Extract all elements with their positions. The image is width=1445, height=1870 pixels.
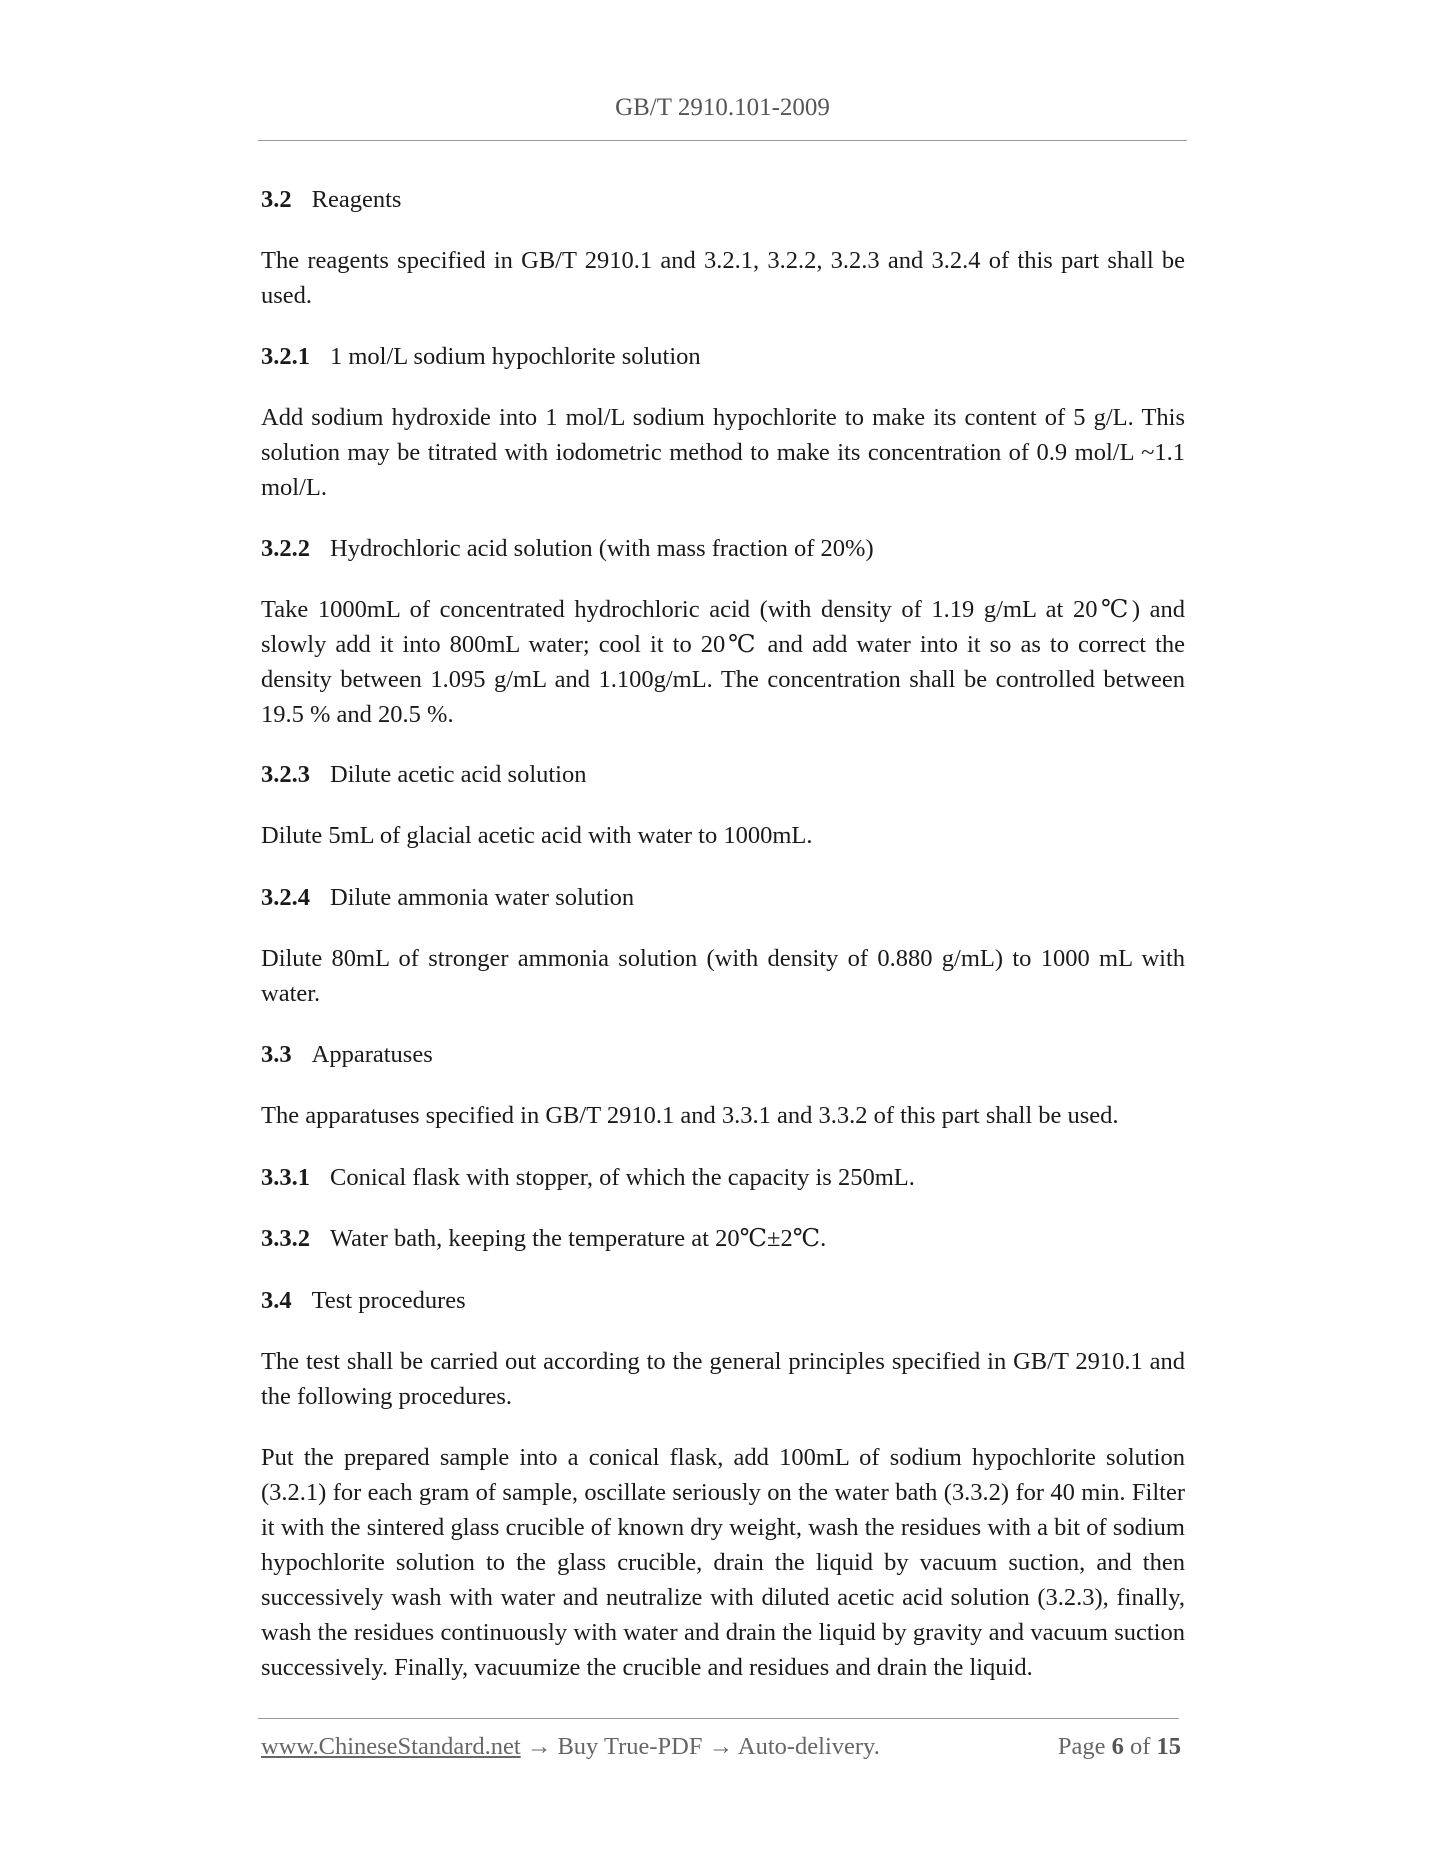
heading-3-3-2 [261,1221,1185,1256]
heading-3-2-4 [261,880,1185,915]
arrow-right-icon: → [708,1733,734,1760]
heading-3-3-1 [261,1160,1185,1195]
page-indicator [1058,1733,1181,1761]
paragraph-3-2: The reagents specified in GB/T 2910.1 and 3.2.1, 3.2.2, 3.2.3 and 3.2.4 of this part shall be used. [261,247,1185,309]
section-title: Dilute acetic acid solution [330,761,587,788]
section-number: 3.2.3 [261,761,310,788]
heading-3-2-1 [261,339,1185,374]
section-title: 1 mol/L sodium hypochlorite solution [330,343,701,370]
document-code: GB/T 2910.101-2009 [615,94,830,121]
section-number: 3.2.2 [261,535,310,562]
section-title: Apparatuses [311,1041,433,1068]
paragraph-3-4-procedure: Put the prepared sample into a conical flask, add 100mL of sodium hypochlorite solution (3.2.1) for each gram of sample, oscillate seriously on the water bath (3.3.2) for 40 min. Filter it with the sintered glass crucible of known dry weight, wash the residues with a bit of sodium hypochlorite solution to the glass crucible, drain the liquid by vacuum suction, and then successively wash with water and neutralize with diluted acetic acid solution (3.2.3), finally, wash the residues continuously with water and drain the liquid by gravity and vacuum suction successively. Finally, vacuumize the crucible and residues and drain the liquid. [261,1444,1185,1681]
section-title: Test procedures [311,1287,466,1314]
paragraph-3-2-2: Take 1000mL of concentrated hydrochloric acid (with density of 1.19 g/mL at 20℃) and slowly add it into 800mL water; cool it to 20℃ and add water into it so as to correct the density between 1.095 g/mL and 1.100g/mL. The concentration shall be controlled between 19.5 % and 20.5 %. [261,596,1185,728]
section-title: Dilute ammonia water solution [330,884,635,911]
section-number: 3.3 [261,1041,292,1068]
paragraph-3-2-1: Add sodium hydroxide into 1 mol/L sodium hypochlorite to make its content of 5 g/L. This solution may be titrated with iodometric method to make its concentration of 0.9 mol/L ~1.1 mol/L. [261,404,1185,501]
footer-rule [258,1718,1179,1719]
section-number: 3.3.2 [261,1225,310,1252]
auto-delivery-text: Auto-delivery. [737,1733,880,1760]
page-footer [261,1733,1181,1761]
page-number: 6 [1111,1733,1124,1760]
section-number: 3.2 [261,186,292,213]
heading-3-2 [261,182,1185,217]
buy-true-pdf-text: Buy True-PDF [557,1733,703,1760]
page-total: 15 [1156,1733,1181,1760]
section-title: Conical flask with stopper, of which the capacity is 250mL. [330,1164,915,1191]
heading-3-3 [261,1037,1185,1072]
heading-3-4 [261,1283,1185,1318]
paragraph-3-4-intro: The test shall be carried out according to the general principles specified in GB/T 2910.1 and the following procedures. [261,1348,1185,1410]
page-word: Page [1057,1733,1106,1760]
paragraph-3-2-4: Dilute 80mL of stronger ammonia solution (with density of 0.880 g/mL) to 1000 mL with water. [261,945,1185,1007]
paragraph-3-3: The apparatuses specified in GB/T 2910.1 and 3.3.1 and 3.3.2 of this part shall be used. [261,1102,1119,1129]
section-number: 3.3.1 [261,1164,310,1191]
of-word: of [1129,1733,1151,1760]
section-title: Reagents [311,186,402,213]
section-title: Hydrochloric acid solution (with mass fraction of 20%) [330,535,874,562]
section-number: 3.4 [261,1287,292,1314]
arrow-right-icon: → [526,1733,552,1760]
heading-3-2-2 [261,531,1185,566]
heading-3-2-3 [261,757,1185,792]
section-title: Water bath, keeping the temperature at 20℃±2℃. [330,1225,827,1252]
paragraph-3-2-3: Dilute 5mL of glacial acetic acid with water to 1000mL. [261,822,813,849]
website-link[interactable]: www.ChineseStandard.net [261,1733,521,1760]
section-number: 3.2.1 [261,343,310,370]
header-rule [258,140,1187,141]
section-number: 3.2.4 [261,884,310,911]
